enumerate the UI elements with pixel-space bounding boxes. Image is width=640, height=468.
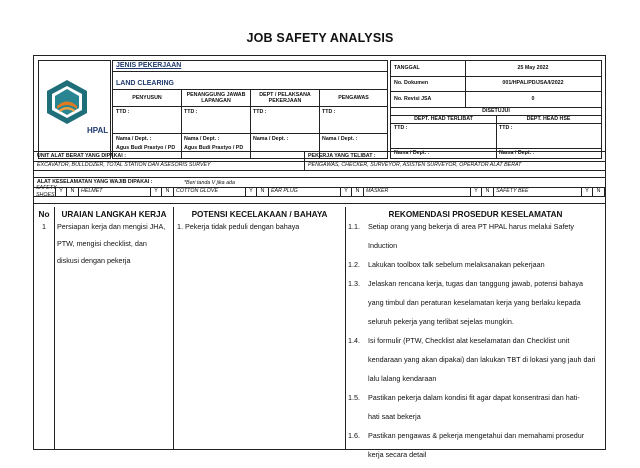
ppe-item-label: SAFETY BEE xyxy=(496,188,529,195)
langkah-line: Persiapan kerja dan mengisi JHA, xyxy=(57,222,166,231)
col-dept-pelaksana: DEPT / PELAKSANA PEKERJAAN xyxy=(250,89,319,107)
col-penyusun: PENYUSUN xyxy=(132,94,162,101)
recommendation-number: 1.2. xyxy=(348,260,360,269)
ppe-label: ALAT KESELAMATAN YANG WAJIB DIPAKAI : xyxy=(37,179,153,186)
recommendation-line: lalu lalang kendaraan xyxy=(368,374,437,383)
no-dokumen-label: No. Dokumen xyxy=(394,80,429,87)
th-langkah: URAIAN LANGKAH KERJA xyxy=(54,207,173,221)
row-langkah xyxy=(57,221,171,268)
ppe-no-box[interactable]: N xyxy=(482,187,494,196)
ppe-yes-box[interactable]: Y xyxy=(581,187,593,196)
pj-ttd: TTD : xyxy=(184,109,198,115)
recommendation-number: 1.3. xyxy=(348,279,360,288)
disetujui-label: DISETUJUI xyxy=(482,107,510,114)
hpal-logo-icon xyxy=(45,79,89,125)
tanggal-value: 25 May 2022 xyxy=(517,65,549,72)
recommendation-line: Jelaskan rencana kerja, tugas dan tanggung jawab, potensi bahaya xyxy=(368,279,583,288)
jenis-pekerjaan-value: LAND CLEARING xyxy=(116,80,174,87)
ppe-no-box[interactable]: N xyxy=(67,187,79,196)
alat-berat-value: EXCAVATOR, BULLDOZER, TOTAL STATION DAN ASESORIS SURVEY xyxy=(37,162,211,169)
recommendation-line: Lakukan toolbox talk sebelum melaksanakan pekerjaan xyxy=(368,260,545,269)
recommendation-item xyxy=(348,259,601,278)
recommendation-line: Isi formulir (PTW, Checklist alat keselamatan dan Checklist unit xyxy=(368,336,570,345)
terlibat-nama-label: Nama / Dept. : xyxy=(394,150,430,156)
dept-head-terlibat: DEPT. HEAD TERLIBAT xyxy=(414,115,473,122)
recommendation-line: kendaraan yang akan dipakai) dan lakukan TBT di lokasi yang jauh dari xyxy=(368,355,596,364)
recommendation-number: 1.6. xyxy=(348,431,360,440)
ppe-no-box[interactable]: N xyxy=(257,187,269,196)
ppe-item-label: MASKER xyxy=(366,188,389,195)
recommendation-number: 1.5. xyxy=(348,393,360,402)
recommendation-line: seluruh pekerja yang terlibat sejelas mungkin. xyxy=(368,317,514,326)
pekerja-label: PEKERJA YANG TELIBAT : xyxy=(304,152,605,161)
row-potensi: 1. Pekerja tidak peduli dengan bahaya xyxy=(177,222,300,231)
revisi-value: 0 xyxy=(531,95,535,102)
logo-text: HPAL xyxy=(87,126,109,135)
langkah-line: diskusi dengan pekerja xyxy=(57,256,131,265)
recommendation-number: 1.1. xyxy=(348,222,360,231)
no-dokumen-value: 001/HPAL/PD/JSA/I/2022 xyxy=(502,80,564,87)
document-title: JOB SAFETY ANALYSIS xyxy=(246,31,394,45)
recommendation-item xyxy=(348,392,601,430)
recommendation-line: Pastikan pengawas & pekerja mengetahui dan memahami prosedur xyxy=(368,431,585,440)
col-penanggung-jawab: PENANGGUNG JAWAB LAPANGAN xyxy=(181,89,250,107)
ppe-item-label: EAR PLUG xyxy=(271,188,298,195)
pj-nama: Agus Budi Prastyo / PD xyxy=(184,145,244,151)
recommendation-line: Pastikan pekerja dalam kondisi fit agar dapat konsentrasi dan hati- xyxy=(368,393,580,402)
recommendation-line: hati saat bekerja xyxy=(368,412,421,421)
row-no: 1 xyxy=(42,222,46,231)
header-right xyxy=(390,60,602,159)
col-pengawas: PENGAWAS xyxy=(319,89,387,107)
ppe-no-box[interactable]: N xyxy=(162,187,174,196)
recommendation-line: kerja secara detail xyxy=(368,450,427,459)
ppe-no-box[interactable]: N xyxy=(593,187,605,196)
jsa-form xyxy=(33,55,606,459)
jenis-pekerjaan-label: JENIS PEKERJAAN xyxy=(116,62,182,69)
row-rekomendasi xyxy=(348,221,601,468)
terlibat-ttd: TTD : xyxy=(394,125,408,131)
recommendation-line: yang timbul dan peraturan keselamatan kerja yang berlaku kepada xyxy=(368,298,581,307)
ppe-item-label: SAFETY SHOES xyxy=(36,185,57,198)
recommendation-number: 1.4. xyxy=(348,336,360,345)
recommendation-line: Setiap orang yang bekerja di area PT HPAL harus melalui Safety xyxy=(368,222,575,231)
ppe-row xyxy=(34,187,605,196)
ppe-no-box[interactable]: N xyxy=(352,187,364,196)
logo-cell xyxy=(38,60,111,159)
ppe-item-label: COTTON GLOVE xyxy=(176,188,218,195)
ppe-item-label: HELMET xyxy=(81,188,103,195)
revisi-label: No. Revisi JSA xyxy=(394,95,432,102)
pengawas-ttd: TTD : xyxy=(322,109,336,115)
recommendation-item xyxy=(348,221,601,259)
dept-ttd: TTD : xyxy=(253,109,267,115)
ppe-yes-box[interactable]: Y xyxy=(150,187,162,196)
ppe-yes-box[interactable]: Y xyxy=(55,187,67,196)
ppe-note: *Beri tanda V jika ada xyxy=(184,180,235,186)
ppe-yes-box[interactable]: Y xyxy=(245,187,257,196)
dept-nama-label: Nama / Dept. : xyxy=(253,136,289,142)
ppe-yes-box[interactable]: Y xyxy=(470,187,482,196)
th-no: No xyxy=(34,207,54,221)
langkah-line: PTW, mengisi checklist, dan xyxy=(57,239,147,248)
hse-nama-label: Nama / Dept. : xyxy=(499,150,535,156)
recommendation-line: Induction xyxy=(368,241,398,250)
penyusun-nama: Agus Budi Prastyo / PD xyxy=(116,145,176,151)
pj-nama-label: Nama / Dept. : xyxy=(184,136,220,142)
header-left xyxy=(112,60,388,159)
ppe-yes-box[interactable]: Y xyxy=(340,187,352,196)
hse-ttd: TTD : xyxy=(499,125,513,131)
tanggal-label: TANGGAL xyxy=(394,65,420,72)
penyusun-nama-label: Nama / Dept. : xyxy=(116,136,152,142)
th-rekomendasi: REKOMENDASI PROSEDUR KESELAMATAN xyxy=(345,207,605,221)
alat-berat-label: UNIT ALAT BERAT YANG DIPAKAI : xyxy=(37,153,126,160)
recommendation-item xyxy=(348,335,601,392)
pekerja-value: PENGAWAS, CHECKER, SURVEYOR, ASISTEN SURVEYOR, OPERATOR ALAT BERAT xyxy=(304,161,605,170)
recommendation-item xyxy=(348,278,601,335)
penyusun-ttd: TTD : xyxy=(116,109,130,115)
dept-head-hse: DEPT. HEAD HSE xyxy=(526,115,571,122)
recommendation-item xyxy=(348,430,601,468)
th-potensi: POTENSI KECELAKAAN / BAHAYA xyxy=(173,207,345,221)
pengawas-nama-label: Nama / Dept. : xyxy=(322,136,358,142)
